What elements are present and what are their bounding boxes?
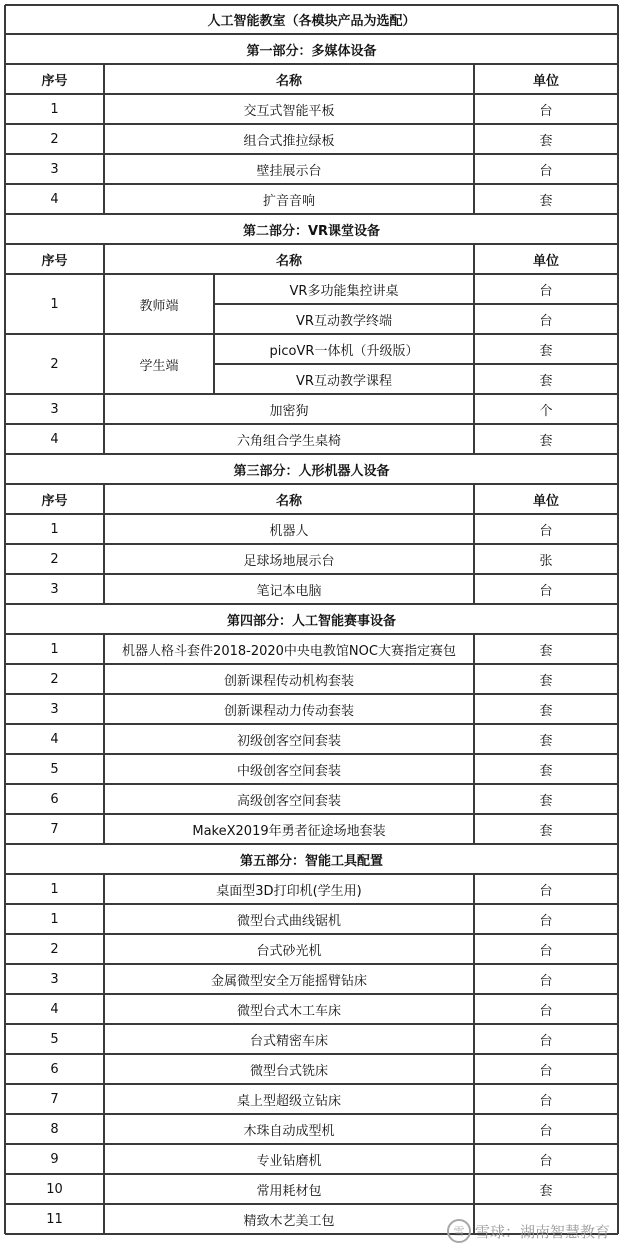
grid-line xyxy=(103,634,104,664)
grid-line xyxy=(103,814,104,844)
grid-line xyxy=(473,124,474,154)
grid-line xyxy=(4,844,5,874)
grid-line xyxy=(103,154,104,184)
row-number: 2 xyxy=(50,356,59,372)
grid-line xyxy=(4,1024,5,1054)
grid-line xyxy=(103,94,104,124)
row-number: 1 xyxy=(50,911,59,927)
grid-line xyxy=(103,1024,104,1054)
grid-line xyxy=(617,244,618,274)
item-name: 机器人 xyxy=(269,523,309,539)
grid-line xyxy=(617,934,618,964)
grid-line xyxy=(617,394,618,424)
item-name: 扩音音响 xyxy=(262,193,315,209)
grid-line xyxy=(617,664,618,694)
watermark xyxy=(447,1218,610,1244)
grid-line xyxy=(617,154,618,184)
item-name: 微型台式曲线锯机 xyxy=(236,913,341,929)
item-name: MakeX2019年勇者征途场地套装 xyxy=(192,823,386,839)
grid-line xyxy=(4,544,5,574)
column-header-unit: 单位 xyxy=(532,493,559,509)
grid-line xyxy=(4,34,5,64)
grid-line xyxy=(103,574,104,604)
item-unit: 台 xyxy=(539,1003,553,1019)
grid-line xyxy=(617,814,618,844)
item-name: 初级创客空间套装 xyxy=(236,733,341,749)
item-name: 中级创客空间套装 xyxy=(236,763,341,779)
item-unit: 台 xyxy=(539,883,553,899)
grid-line xyxy=(473,484,474,514)
grid-line xyxy=(4,604,5,634)
item-unit: 台 xyxy=(539,1063,553,1079)
grid-line xyxy=(473,1174,474,1204)
grid-line xyxy=(473,634,474,664)
row-number: 6 xyxy=(50,791,59,807)
grid-line xyxy=(103,514,104,544)
item-unit: 台 xyxy=(539,313,553,329)
item-name: 微型台式木工车床 xyxy=(236,1003,341,1019)
item-unit: 台 xyxy=(539,973,553,989)
grid-line xyxy=(617,1024,618,1054)
item-unit: 台 xyxy=(539,583,553,599)
grid-line xyxy=(103,544,104,574)
grid-line xyxy=(4,274,5,334)
grid-line xyxy=(473,1144,474,1174)
grid-line xyxy=(4,694,5,724)
section-title: 第四部分：人工智能赛事设备 xyxy=(226,613,396,629)
grid-line xyxy=(473,184,474,214)
grid-line xyxy=(473,1114,474,1144)
grid-line xyxy=(617,544,618,574)
item-name: 高级创客空间套装 xyxy=(236,793,341,809)
grid-line xyxy=(617,964,618,994)
row-number: 2 xyxy=(50,551,59,567)
grid-line xyxy=(103,424,104,454)
row-number: 8 xyxy=(50,1121,59,1137)
grid-line xyxy=(617,754,618,784)
item-name: 台式精密车床 xyxy=(249,1033,328,1049)
grid-line xyxy=(4,424,5,454)
grid-line xyxy=(103,484,104,514)
watermark-text: 雪球：湖南智慧教育 xyxy=(474,1222,610,1241)
grid-line xyxy=(473,814,474,844)
grid-line xyxy=(473,1054,474,1084)
grid-line xyxy=(617,634,618,664)
grid-line xyxy=(4,1084,5,1114)
item-name: 六角组合学生桌椅 xyxy=(236,433,341,449)
grid-line xyxy=(103,694,104,724)
grid-line xyxy=(473,1084,474,1114)
item-unit: 套 xyxy=(539,193,553,209)
item-name: 金属微型安全万能摇臂钻床 xyxy=(210,973,367,989)
item-name: 微型台式铣床 xyxy=(249,1063,328,1079)
grid-line xyxy=(617,844,618,874)
row-number: 3 xyxy=(50,401,59,417)
grid-line xyxy=(103,334,104,394)
item-unit: 台 xyxy=(539,163,553,179)
item-unit: 台 xyxy=(539,1153,553,1169)
grid-line xyxy=(617,424,618,454)
row-number: 1 xyxy=(50,641,59,657)
grid-line xyxy=(473,784,474,814)
grid-line xyxy=(4,874,5,904)
row-number: 1 xyxy=(50,881,59,897)
row-number: 4 xyxy=(50,1001,59,1017)
row-number: 1 xyxy=(50,101,59,117)
grid-line xyxy=(4,154,5,184)
grid-line xyxy=(103,1114,104,1144)
grid-line xyxy=(473,994,474,1024)
item-unit: 套 xyxy=(539,823,553,839)
grid-line xyxy=(473,1024,474,1054)
section-title: 第五部分：智能工具配置 xyxy=(239,853,383,869)
item-unit: 台 xyxy=(539,943,553,959)
item-name: picoVR一体机（升级版） xyxy=(269,343,419,359)
row-number: 3 xyxy=(50,701,59,717)
grid-line xyxy=(473,964,474,994)
grid-line xyxy=(617,1114,618,1144)
grid-line xyxy=(4,1114,5,1144)
grid-line xyxy=(617,574,618,604)
item-name: 机器人格斗套件2018-2020中央电教馆NOC大赛指定赛包 xyxy=(122,643,456,659)
grid-line xyxy=(617,1084,618,1114)
grid-line xyxy=(103,274,104,334)
grid-line xyxy=(473,574,474,604)
item-name: 桌上型超级立钻床 xyxy=(236,1093,341,1109)
grid-line xyxy=(4,214,5,244)
item-name: 壁挂展示台 xyxy=(256,163,322,179)
item-unit: 台 xyxy=(539,1033,553,1049)
grid-line xyxy=(103,1084,104,1114)
item-name: 木珠自动成型机 xyxy=(243,1123,335,1139)
item-unit: 台 xyxy=(539,283,553,299)
grid-line xyxy=(103,64,104,94)
grid-line xyxy=(4,1144,5,1174)
row-number: 7 xyxy=(50,821,59,837)
grid-line xyxy=(103,124,104,154)
grid-line xyxy=(4,64,5,94)
column-header-unit: 单位 xyxy=(532,73,559,89)
grid-line xyxy=(617,1144,618,1174)
grid-line xyxy=(4,754,5,784)
row-number: 2 xyxy=(50,941,59,957)
grid-line xyxy=(103,874,104,904)
grid-line xyxy=(4,514,5,544)
xueqiu-logo-icon: 雪 xyxy=(447,1219,471,1243)
item-unit: 套 xyxy=(539,793,553,809)
grid-line xyxy=(103,184,104,214)
grid-line xyxy=(617,64,618,94)
grid-line xyxy=(473,544,474,574)
item-name: 足球场地展示台 xyxy=(243,553,335,569)
column-header-no: 序号 xyxy=(41,493,68,509)
item-name: 组合式推拉绿板 xyxy=(243,133,335,149)
grid-line xyxy=(617,1054,618,1084)
item-unit: 套 xyxy=(539,733,553,749)
grid-line xyxy=(617,994,618,1024)
grid-line xyxy=(4,94,5,124)
grid-line xyxy=(103,724,104,754)
grid-line xyxy=(4,394,5,424)
grid-line xyxy=(473,244,474,274)
item-unit: 套 xyxy=(539,703,553,719)
grid-line xyxy=(617,1174,618,1204)
grid-line xyxy=(617,514,618,544)
grid-line xyxy=(617,184,618,214)
grid-line xyxy=(103,1054,104,1084)
grid-line xyxy=(4,724,5,754)
grid-line xyxy=(617,784,618,814)
grid-line xyxy=(4,934,5,964)
column-header-name: 名称 xyxy=(275,253,302,269)
grid-line xyxy=(4,5,5,34)
grid-line xyxy=(617,5,618,34)
grid-line xyxy=(617,694,618,724)
item-unit: 套 xyxy=(539,373,553,389)
row-number: 6 xyxy=(50,1061,59,1077)
grid-line xyxy=(617,604,618,634)
grid-line xyxy=(617,874,618,904)
row-number: 3 xyxy=(50,581,59,597)
grid-line xyxy=(4,1204,5,1234)
grid-line xyxy=(4,484,5,514)
item-unit: 套 xyxy=(539,133,553,149)
grid-line xyxy=(4,1054,5,1084)
column-header-no: 序号 xyxy=(41,73,68,89)
item-name: VR互动教学终端 xyxy=(296,313,392,329)
item-name: 常用耗材包 xyxy=(256,1183,322,1199)
grid-line xyxy=(4,574,5,604)
grid-line xyxy=(473,424,474,454)
item-unit: 张 xyxy=(539,553,553,569)
item-name: VR多功能集控讲桌 xyxy=(289,283,399,299)
row-number: 4 xyxy=(50,191,59,207)
item-unit: 台 xyxy=(539,1123,553,1139)
row-number: 4 xyxy=(50,431,59,447)
grid-line xyxy=(4,124,5,154)
row-number: 2 xyxy=(50,131,59,147)
row-number: 4 xyxy=(50,731,59,747)
row-number: 1 xyxy=(50,296,59,312)
row-number: 2 xyxy=(50,671,59,687)
item-unit: 台 xyxy=(539,1093,553,1109)
grid-line xyxy=(103,994,104,1024)
grid-line xyxy=(4,784,5,814)
group-label: 学生端 xyxy=(139,358,179,374)
item-unit: 套 xyxy=(539,1183,553,1199)
grid-line xyxy=(103,664,104,694)
grid-line xyxy=(473,394,474,424)
group-label: 教师端 xyxy=(139,298,179,314)
item-unit: 台 xyxy=(539,103,553,119)
grid-line xyxy=(473,514,474,544)
item-unit: 个 xyxy=(539,403,553,419)
item-name: 专业钻磨机 xyxy=(256,1153,322,1169)
row-number: 9 xyxy=(50,1151,59,1167)
grid-line xyxy=(103,904,104,934)
grid-line xyxy=(473,904,474,934)
grid-line xyxy=(4,964,5,994)
grid-line xyxy=(4,664,5,694)
row-number: 3 xyxy=(50,161,59,177)
item-unit: 套 xyxy=(539,343,553,359)
grid-line xyxy=(617,724,618,754)
grid-line xyxy=(4,244,5,274)
grid-line xyxy=(103,934,104,964)
grid-line xyxy=(473,94,474,124)
grid-line xyxy=(473,694,474,724)
grid-line xyxy=(473,754,474,784)
grid-line xyxy=(103,754,104,784)
item-name: 加密狗 xyxy=(269,403,309,419)
grid-line xyxy=(4,994,5,1024)
grid-line xyxy=(103,1144,104,1174)
item-unit: 套 xyxy=(539,643,553,659)
grid-line xyxy=(4,814,5,844)
grid-line xyxy=(4,454,5,484)
section-title: 第二部分：VR课堂设备 xyxy=(242,223,381,239)
row-number: 5 xyxy=(50,761,59,777)
column-header-name: 名称 xyxy=(275,493,302,509)
row-number: 1 xyxy=(50,521,59,537)
grid-line xyxy=(617,1204,618,1234)
grid-line xyxy=(103,784,104,814)
grid-line xyxy=(473,664,474,694)
grid-line xyxy=(4,334,5,394)
grid-line xyxy=(103,1174,104,1204)
item-unit: 套 xyxy=(539,673,553,689)
item-name: VR互动教学课程 xyxy=(296,373,392,389)
item-name: 交互式智能平板 xyxy=(243,103,335,119)
row-number: 5 xyxy=(50,1031,59,1047)
item-name: 创新课程传动机构套装 xyxy=(223,673,354,689)
row-number: 3 xyxy=(50,971,59,987)
item-name: 精致木艺美工包 xyxy=(243,1213,335,1229)
grid-line xyxy=(473,154,474,184)
grid-line xyxy=(617,454,618,484)
item-unit: 台 xyxy=(539,523,553,539)
grid-line xyxy=(617,34,618,64)
item-unit: 套 xyxy=(539,433,553,449)
row-number: 11 xyxy=(46,1211,63,1227)
item-unit: 套 xyxy=(539,763,553,779)
grid-line xyxy=(473,934,474,964)
section-title: 第三部分：人形机器人设备 xyxy=(233,463,390,479)
column-header-name: 名称 xyxy=(275,73,302,89)
grid-line xyxy=(103,244,104,274)
item-name: 台式砂光机 xyxy=(256,943,322,959)
grid-line xyxy=(617,484,618,514)
section-title: 第一部分：多媒体设备 xyxy=(246,43,377,59)
grid-line xyxy=(617,94,618,124)
item-unit: 台 xyxy=(539,913,553,929)
item-name: 笔记本电脑 xyxy=(256,583,322,599)
grid-line xyxy=(617,214,618,244)
item-name: 桌面型3D打印机(学生用) xyxy=(216,883,362,899)
column-header-no: 序号 xyxy=(41,253,68,269)
grid-line xyxy=(103,394,104,424)
table-title: 人工智能教室（各模块产品为选配） xyxy=(207,14,416,29)
row-number: 10 xyxy=(46,1181,63,1197)
grid-line xyxy=(4,1174,5,1204)
grid-line xyxy=(473,874,474,904)
grid-line xyxy=(103,964,104,994)
column-header-unit: 单位 xyxy=(532,253,559,269)
grid-line xyxy=(4,634,5,664)
grid-line xyxy=(4,904,5,934)
grid-line xyxy=(103,1204,104,1234)
grid-line xyxy=(473,724,474,754)
grid-line xyxy=(473,64,474,94)
row-number: 7 xyxy=(50,1091,59,1107)
item-name: 创新课程动力传动套装 xyxy=(223,703,354,719)
grid-line xyxy=(617,124,618,154)
grid-line xyxy=(4,184,5,214)
grid-line xyxy=(617,904,618,934)
